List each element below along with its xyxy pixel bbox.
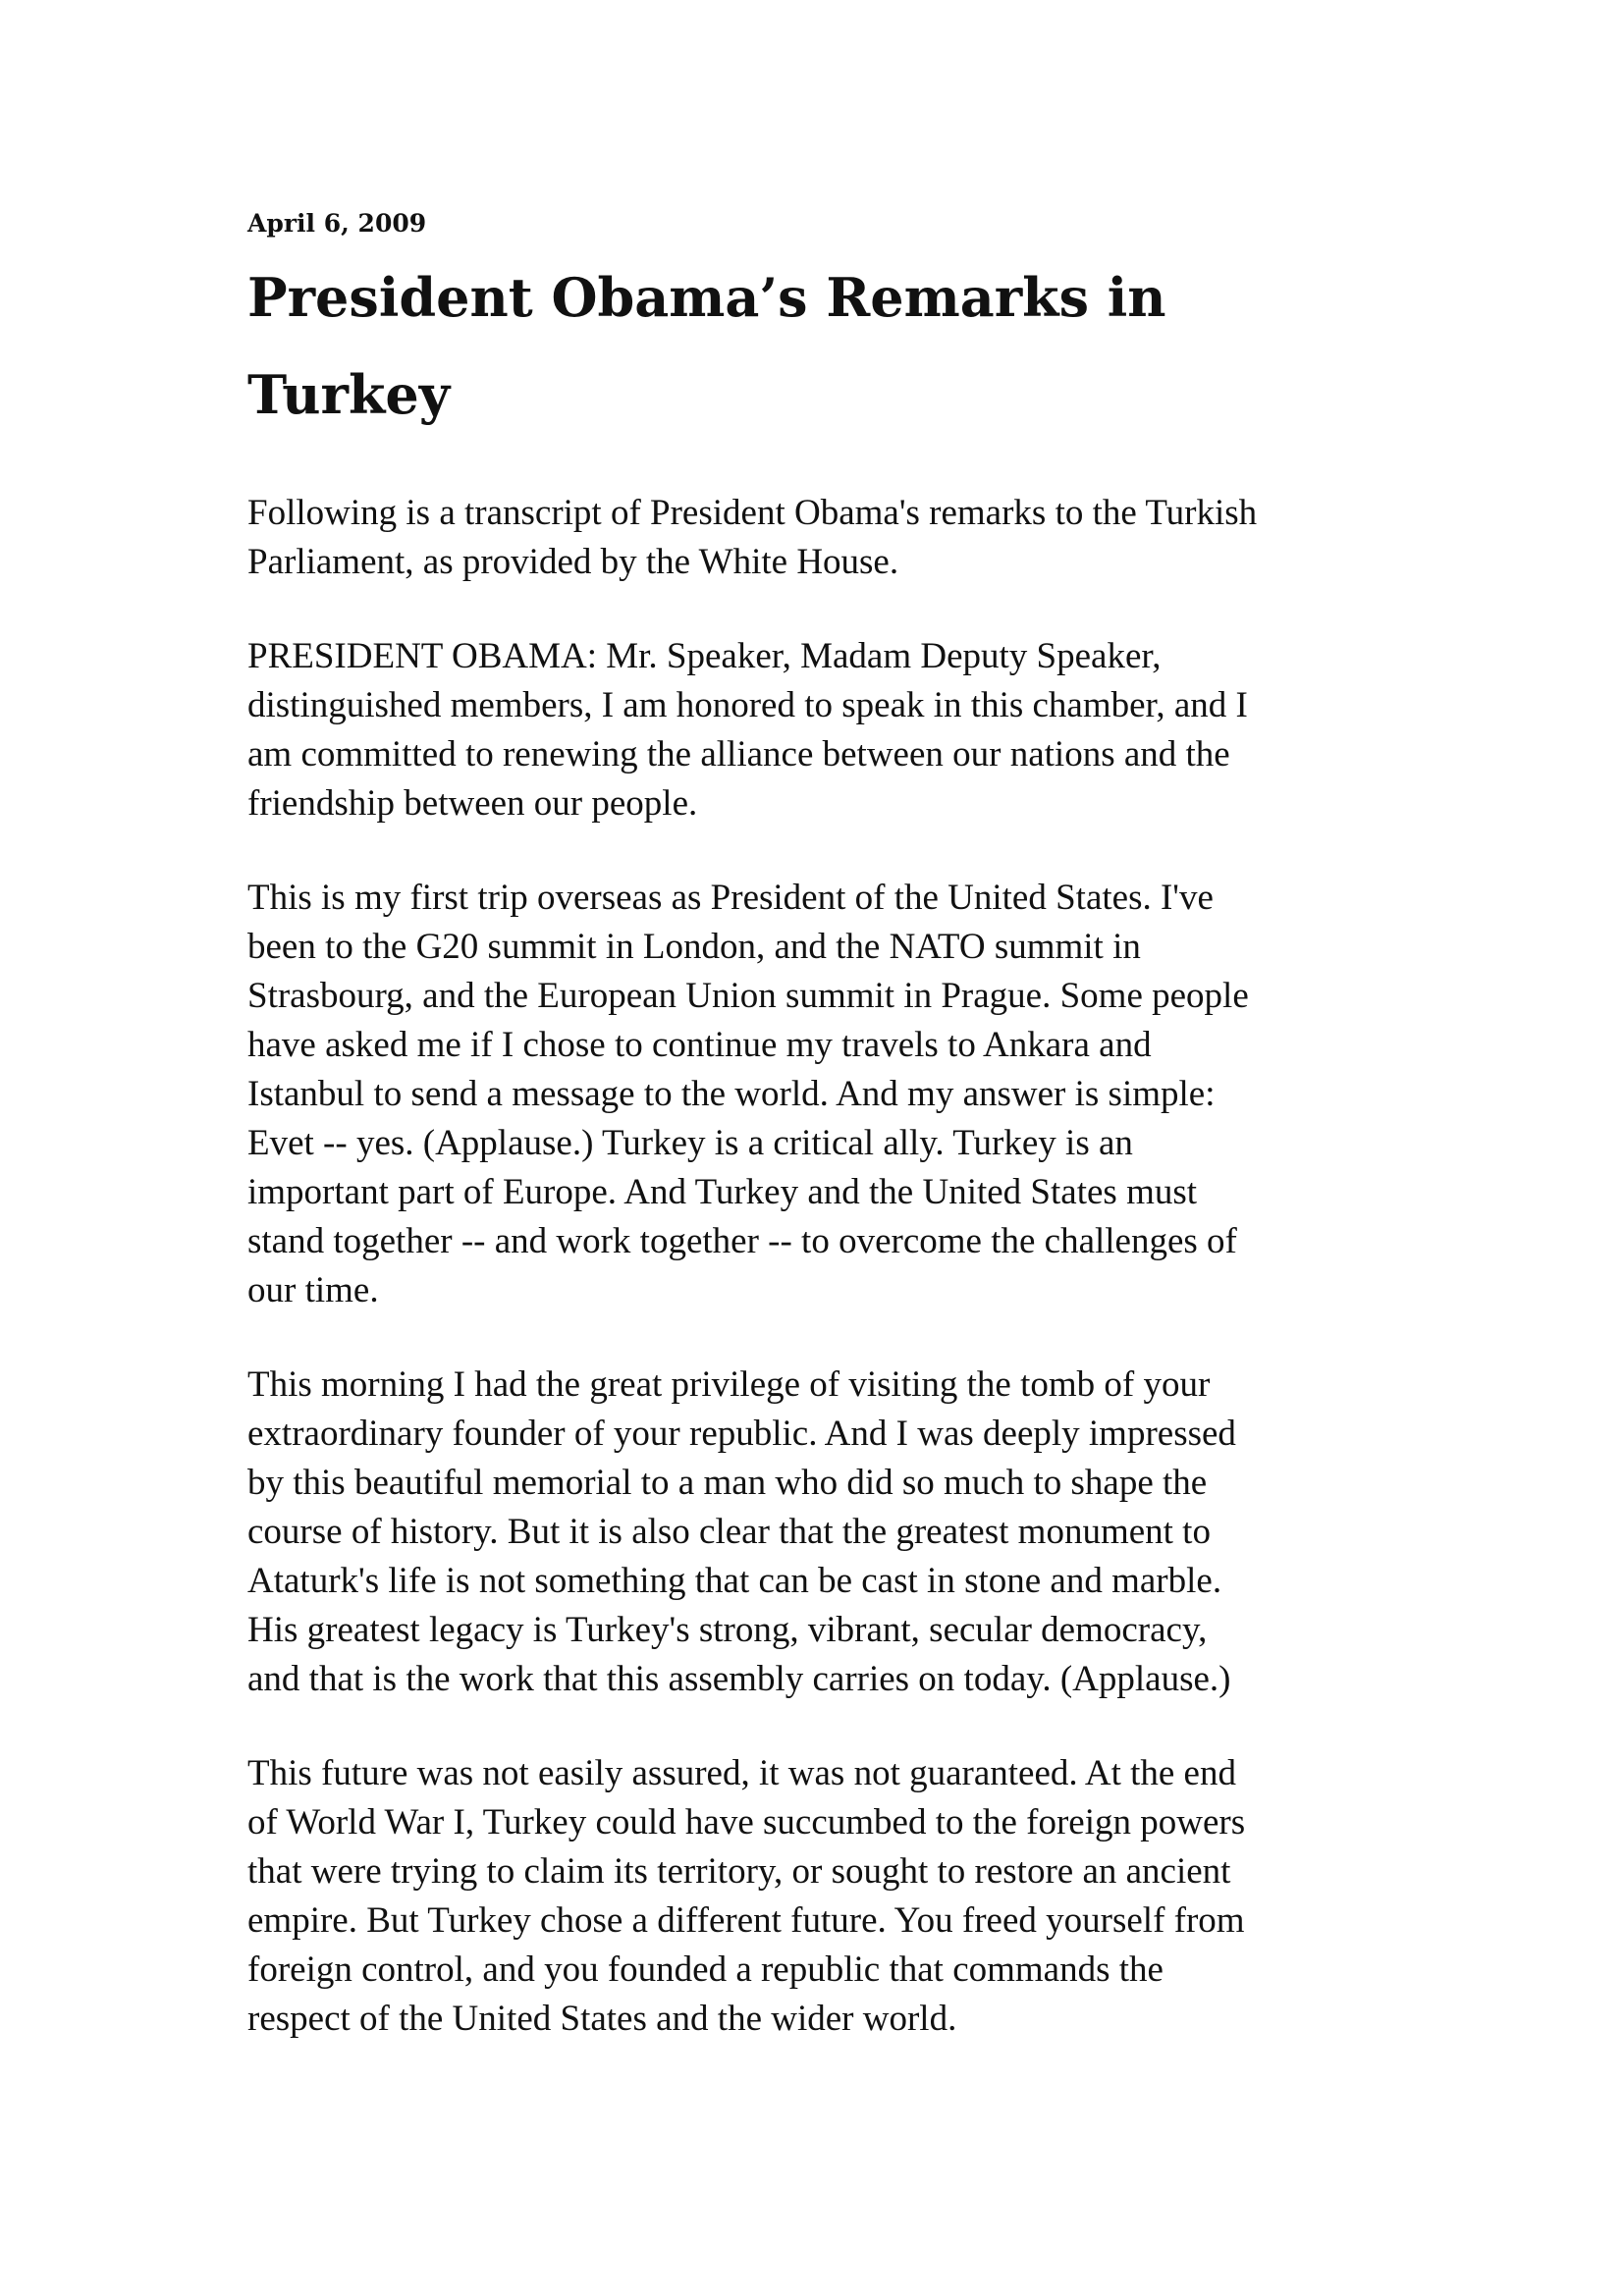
intro-paragraph: Following is a transcript of President Obama's remarks to the Turkish Parliament, as provided by the White House. <box>247 493 1258 582</box>
document-page <box>247 206 1406 2044</box>
article-title: President Obama’s Remarks in Turkey <box>247 266 1166 426</box>
body-paragraph: PRESIDENT OBAMA: Mr. Speaker, Madam Deputy Speaker, distinguished members, I am honored to speak in this chamber, and I am committed to renewing the alliance between our nations and the friendship between our people. <box>247 636 1248 824</box>
body-paragraph: This morning I had the great privilege of visiting the tomb of your extraordinary founder of your republic. And I was deeply impressed by this beautiful memorial to a man who did so much to shape the course of history. But it is also clear that the greatest monument to Ataturk's life is not something that can be cast in stone and marble. His greatest legacy is Turkey's strong, vibrant, secular democracy, and that is the work that this assembly carries on today. (Applause.) <box>247 1364 1236 1699</box>
body-paragraph: This future was not easily assured, it was not guaranteed. At the end of World War I, Turkey could have succumbed to the foreign powers that were trying to claim its territory, or sought to restore an ancient empire. But Turkey chose a different future. You freed yourself from foreign control, and you founded a republic that commands the respect of the United States and the wider world. <box>247 1753 1246 2039</box>
article-date: April 6, 2009 <box>247 209 427 238</box>
body-paragraph: This is my first trip overseas as President of the United States. I've been to the G20 summit in London, and the NATO summit in Strasbourg, and the European Union summit in Prague. Some people have asked me if I chose to continue my travels to Ankara and Istanbul to send a message to the world. And my answer is simple: Evet -- yes. (Applause.) Turkey is a critical ally. Turkey is an important part of Europe. And Turkey and the United States must stand together -- and work together -- to overcome the challenges of our time. <box>247 878 1249 1310</box>
